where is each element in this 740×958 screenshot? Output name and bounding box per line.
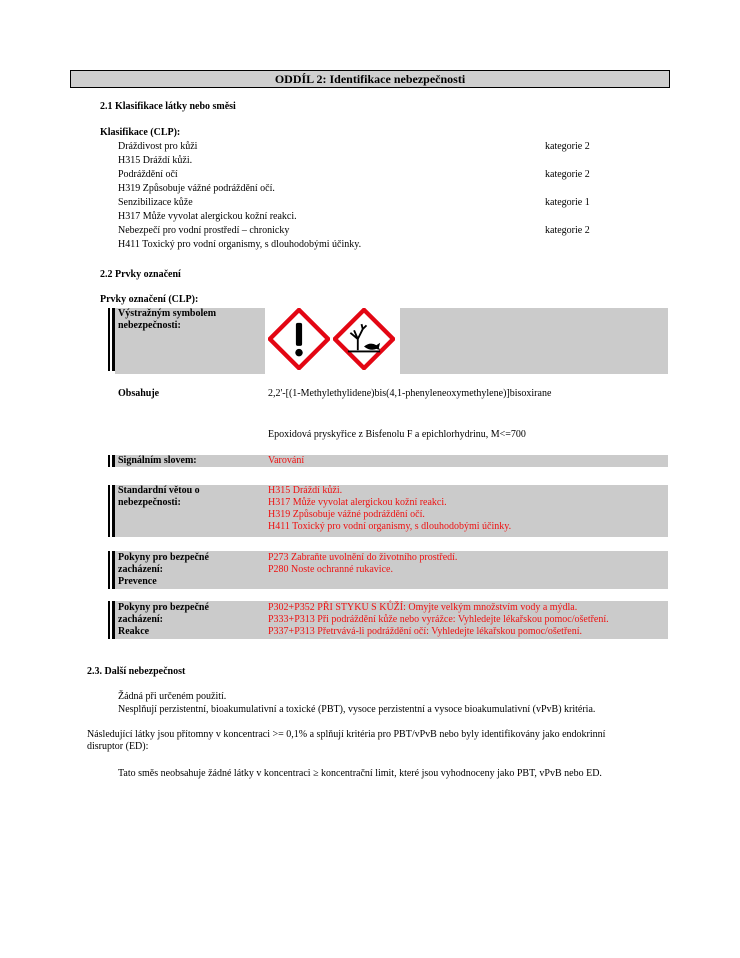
classification-row: Dráždivost pro kůži	[118, 141, 198, 152]
classification-row: H319 Způsobuje vážné podráždění očí.	[118, 183, 275, 194]
symbol-label: nebezpečnosti:	[118, 320, 181, 331]
prevention-statement: P280 Noste ochranné rukavice.	[268, 564, 393, 575]
symbol-grey-cell	[400, 308, 668, 374]
hazard-statement: H315 Dráždí kůži.	[268, 485, 343, 496]
hazard-statement: H317 Může vyvolat alergickou kožní reakci.	[268, 497, 447, 508]
classification-category: kategorie 2	[545, 169, 590, 180]
heading-2-1: 2.1 Klasifikace látky nebo směsi	[100, 101, 236, 112]
hazard-statement: H319 Způsobuje vážné podráždění očí.	[268, 509, 425, 520]
paragraph: Žádná při určeném použití.	[118, 691, 227, 702]
classification-category: kategorie 2	[545, 141, 590, 152]
label-elements-subheading: Prvky označení (CLP):	[100, 294, 199, 305]
heading-2-3: 2.3. Další nebezpečnost	[87, 666, 186, 677]
hazard-statement: H411 Toxický pro vodní organismy, s dlouhodobými účinky.	[268, 521, 512, 532]
contains-substance: Epoxidová pryskyřice z Bisfenolu F a epichlorhydrinu, M<=700	[268, 429, 526, 440]
signal-label: Signálním slovem:	[118, 455, 197, 466]
contains-substance: 2,2'-[(1-Methylethylidene)bis(4,1-phenyleneoxymethylene)]bisoxirane	[268, 388, 552, 399]
heading-2-2: 2.2 Prvky označení	[100, 269, 181, 280]
response-label: Pokyny pro bezpečné	[118, 602, 209, 613]
classification-row: Podráždění očí	[118, 169, 178, 180]
classification-row: H317 Může vyvolat alergickou kožní reakci.	[118, 211, 297, 222]
left-bar	[108, 308, 110, 371]
left-bar	[108, 485, 110, 537]
hazard-label: Standardní větou o	[118, 485, 200, 496]
prevention-label: Pokyny pro bezpečné	[118, 552, 209, 563]
signal-row	[115, 455, 668, 467]
prevention-label: Prevence	[118, 576, 157, 587]
contains-label: Obsahuje	[118, 388, 160, 399]
response-statement: P337+P313 Přetrvává-li podráždění očí: Vyhledejte lékařskou pomoc/ošetření.	[268, 626, 582, 637]
left-bar	[108, 455, 110, 467]
classification-row: Senzibilizace kůže	[118, 197, 193, 208]
paragraph: Nesplňují perzistentní, bioakumulativní a toxické (PBT), vysoce perzistentní a vysoce bioakumulativní (vPvB) kritéria.	[118, 704, 596, 715]
symbol-label: Výstražným symbolem	[118, 308, 217, 319]
paragraph: disruptor (ED):	[87, 741, 149, 752]
prevention-label: zacházení:	[118, 564, 163, 575]
response-statement: P302+P352 PŘI STYKU S KŮŽÍ: Omyjte velkým množstvím vody a mýdla.	[268, 602, 578, 613]
signal-word: Varování	[268, 455, 305, 466]
response-statement: P333+P313 Při podráždění kůže nebo vyrážce: Vyhledejte lékařskou pomoc/ošetření.	[268, 614, 609, 625]
classification-category: kategorie 1	[545, 197, 590, 208]
section-title: ODDÍL 2: Identifikace nebezpečnosti	[70, 70, 670, 88]
response-label: zacházení:	[118, 614, 163, 625]
left-bar	[108, 601, 110, 639]
classification-row: Nebezpečí pro vodní prostředí – chronicky	[118, 225, 290, 236]
classification-category: kategorie 2	[545, 225, 590, 236]
prevention-statement: P273 Zabraňte uvolnění do životního prostředí.	[268, 552, 458, 563]
hazard-label: nebezpečnosti:	[118, 497, 181, 508]
classification-row: H411 Toxický pro vodní organismy, s dlouhodobými účinky.	[118, 239, 362, 250]
paragraph: Následující látky jsou přítomny v koncentraci >= 0,1% a splňují kritéria pro PBT/vPvB nebo byly identifikovány jako endokrinní	[87, 729, 606, 740]
classification-row: H315 Dráždí kůži.	[118, 155, 193, 166]
response-label: Reakce	[118, 626, 150, 637]
classification-subheading: Klasifikace (CLP):	[100, 127, 181, 138]
exclamation-mark-icon	[268, 308, 330, 370]
paragraph: Tato směs neobsahuje žádné látky v koncentraci ≥ koncentrační limit, které jsou vyhodnoceny jako PBT, vPvB nebo ED.	[118, 768, 602, 779]
left-bar	[108, 551, 110, 589]
environment-hazard-icon	[333, 308, 395, 370]
